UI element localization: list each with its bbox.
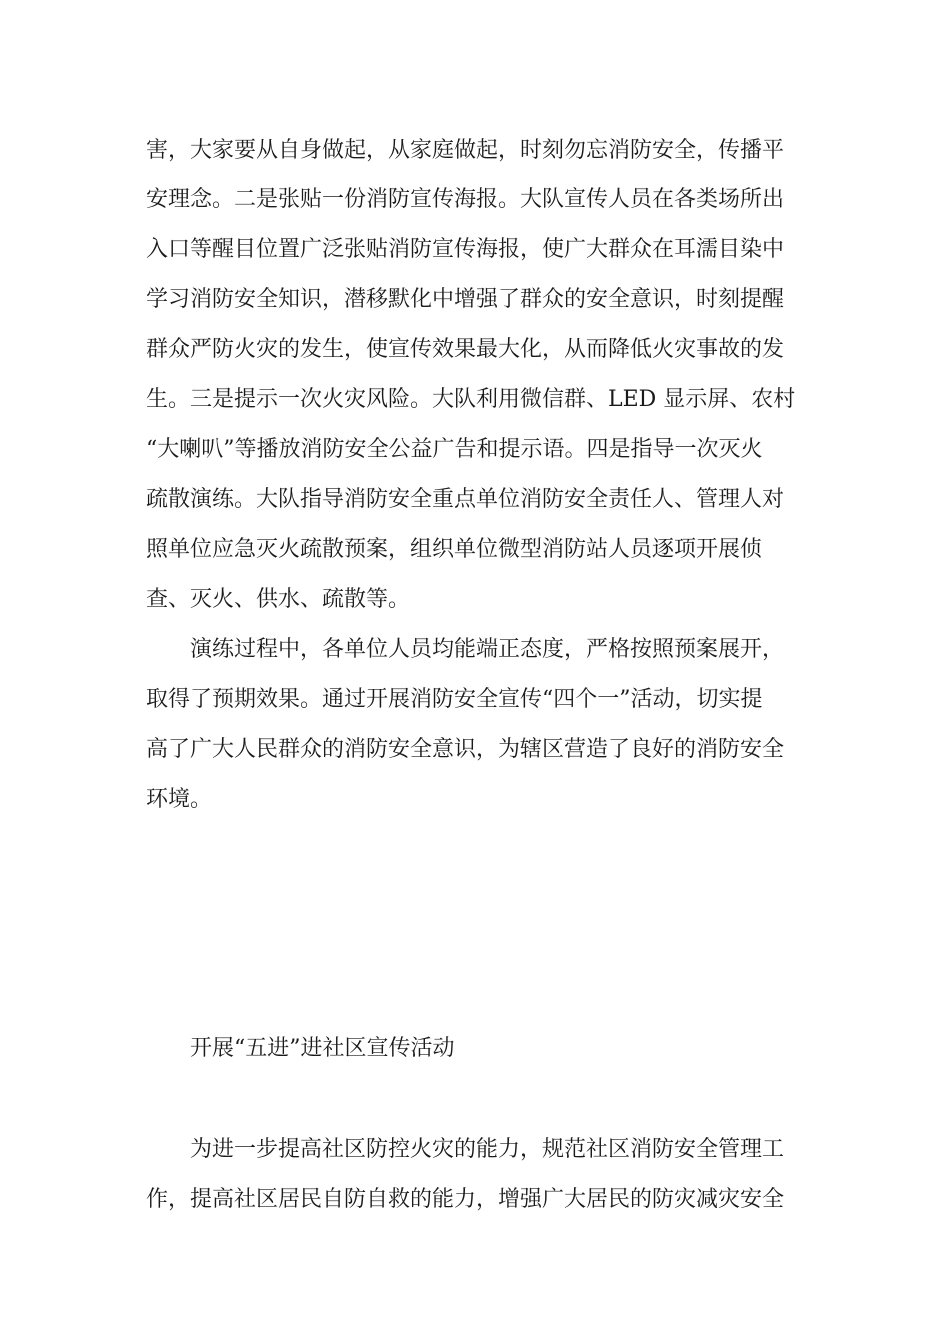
text-line: 疏散演练。大队指导消防安全重点单位消防安全责任人、管理人对 (146, 487, 785, 512)
text-line: 环境。 (146, 787, 213, 812)
text-line: 害，大家要从自身做起，从家庭做起，时刻勿忘消防安全，传播平 (146, 138, 785, 163)
text-line: 生。三是提示一次火灾风险。大队利用微信群、LED 显示屏、农村 (146, 387, 796, 412)
text-line: 安理念。二是张贴一份消防宣传海报。大队宣传人员在各类场所出 (146, 187, 785, 212)
text-line: 群众严防火灾的发生，使宣传效果最大化，从而降低火灾事故的发 (146, 337, 785, 362)
text-line: 学习消防安全知识，潜移默化中增强了群众的安全意识，时刻提醒 (146, 287, 785, 312)
text-line: 为进一步提高社区防控火灾的能力，规范社区消防安全管理工 (190, 1137, 785, 1162)
text-line: 作，提高社区居民自防自救的能力，增强广大居民的防灾减灾安全 (146, 1187, 785, 1212)
section-title: 开展“五进”进社区宣传活动 (190, 1036, 455, 1061)
text-line: 入口等醒目位置广泛张贴消防宣传海报，使广大群众在耳濡目染中 (146, 237, 785, 262)
text-line: “大喇叭”等播放消防安全公益广告和提示语。四是指导一次灭火 (146, 437, 763, 462)
text-line: 照单位应急灭火疏散预案，组织单位微型消防站人员逐项开展侦 (146, 537, 763, 562)
text-line: 高了广大人民群众的消防安全意识，为辖区营造了良好的消防安全 (146, 737, 785, 762)
text-line: 演练过程中，各单位人员均能端正态度，严格按照预案展开， (190, 637, 785, 662)
text-line: 取得了预期效果。通过开展消防安全宣传“四个一”活动，切实提 (146, 687, 763, 712)
text-line: 查、灭火、供水、疏散等。 (146, 587, 411, 612)
